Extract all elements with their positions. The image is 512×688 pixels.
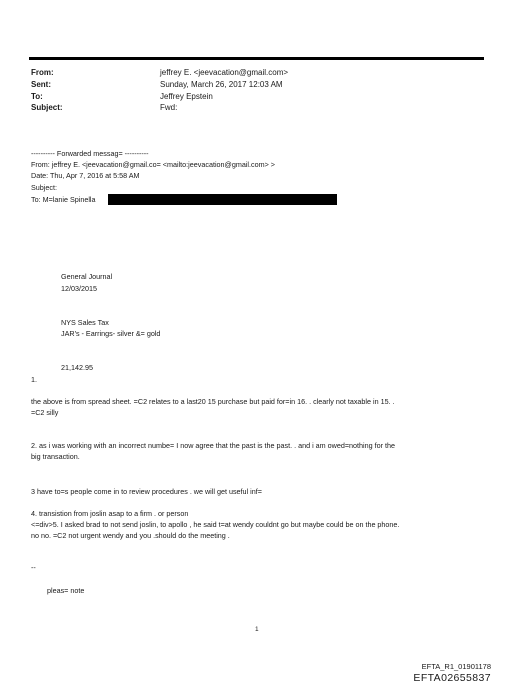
paragraph-4-line-1: 4. transistion from joslin asap to a firm . or person [31, 509, 189, 518]
from-value: jeffrey E. <jeevacation@gmail.com> [160, 68, 289, 77]
subject-label: Subject: [31, 103, 63, 112]
item-number-1: 1. [31, 375, 37, 384]
from-label: From: [31, 68, 54, 77]
paragraph-1-line-2: =C2 silly [31, 408, 59, 417]
footer-reference-1: EFTA_R1_01901178 [421, 662, 491, 671]
journal-tax: NYS Sales Tax [61, 318, 109, 327]
subject-value: Fwd: [160, 103, 178, 112]
journal-date: 12/03/2015 [61, 284, 97, 293]
paragraph-2-line-2: big transaction. [31, 452, 80, 461]
journal-amount: 21,142.95 [61, 363, 93, 372]
redaction-bar [108, 194, 337, 205]
forward-date: Date: Thu, Apr 7, 2016 at 5:58 AM [31, 171, 140, 180]
sent-value: Sunday, March 26, 2017 12:03 AM [160, 80, 283, 89]
sent-label: Sent: [31, 80, 51, 89]
closing-note: pleas= note [47, 586, 85, 595]
footer-reference-2: EFTA02655837 [413, 672, 491, 684]
to-label: To: [31, 92, 43, 101]
journal-title: General Journal [61, 272, 113, 281]
page-number: 1 [255, 626, 259, 633]
signature-dash: -- [31, 563, 36, 572]
forward-from: From: jeffrey E. <jeevacation@gmail.co= <mailto:jeevacation@gmail.com> > [31, 160, 275, 169]
forward-separator: ---------- Forwarded messag= ---------- [31, 149, 149, 158]
paragraph-3: 3 have to=s people come in to review procedures . we will get useful inf= [31, 487, 262, 496]
paragraph-4-line-2: <=div>5. I asked brad to not send joslin, to apollo , he said t=at wendy couldnt go but maybe could be on the phone. [31, 520, 400, 529]
forward-to: To: M=lanie Spinella [31, 195, 96, 204]
journal-item: JAR's - Earrings- silver &= gold [61, 329, 161, 338]
forward-subject: Subject: [31, 183, 57, 192]
to-value: Jeffrey Epstein [160, 92, 213, 101]
header-rule [29, 57, 484, 60]
paragraph-2-line-1: 2. as i was working with an incorrect numbe= I now agree that the past is the past. . and i am owed=nothing for the [31, 441, 395, 450]
paragraph-4-line-3: no no. =C2 not urgent wendy and you .should do the meeting . [31, 531, 230, 540]
paragraph-1-line-1: the above is from spread sheet. =C2 relates to a last20 15 purchase but paid for=in 16. . clearly not taxable in 15. . [31, 397, 395, 406]
